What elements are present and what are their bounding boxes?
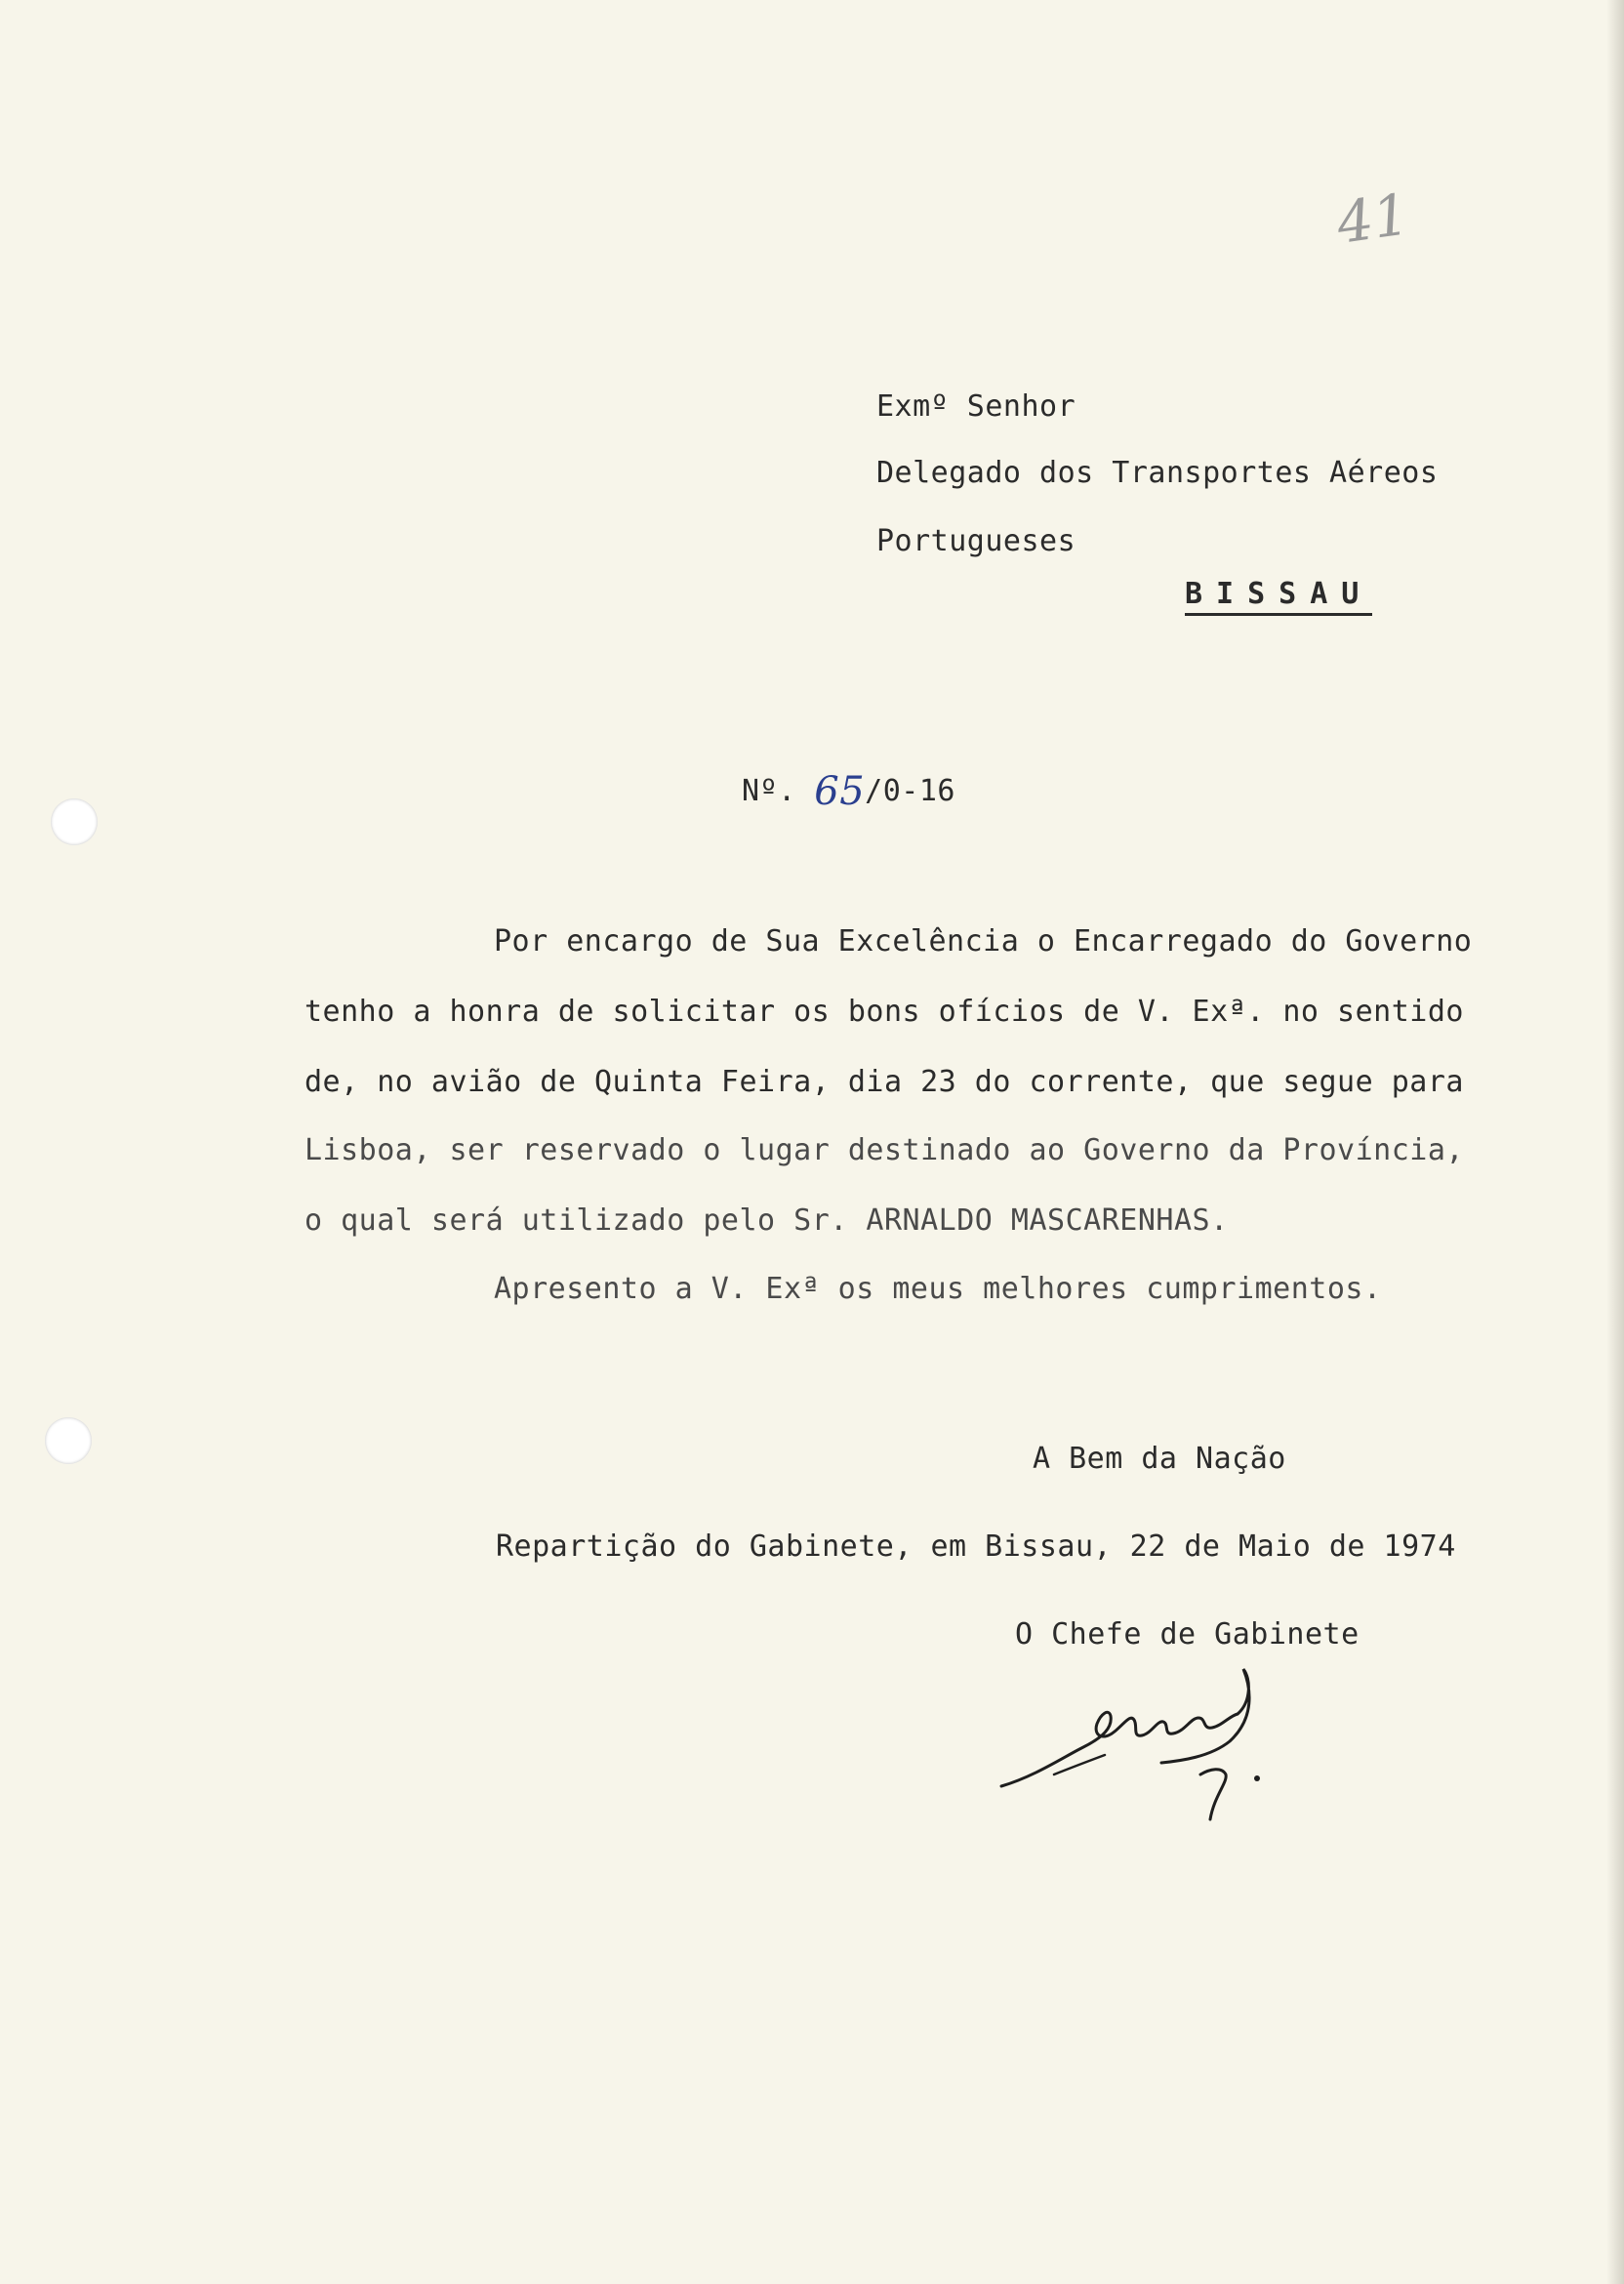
page-edge-shadow: [1606, 0, 1624, 2284]
recipient-title-line1: Delegado dos Transportes Aéreos: [876, 456, 1439, 490]
reference-handwritten-number: 65: [814, 769, 866, 814]
reference-label: Nº.: [742, 774, 796, 808]
body-closing: Apresento a V. Exª os meus melhores cumprimentos.: [494, 1272, 1382, 1306]
body-line-1: Por encargo de Sua Excelência o Encarregado do Governo: [494, 924, 1473, 958]
archive-page-number: 41: [1332, 181, 1414, 257]
body-line-4: Lisboa, ser reservado o lugar destinado ao Governo da Província,: [304, 1133, 1464, 1167]
valediction: A Bem da Nação: [1033, 1442, 1286, 1476]
recipient-city: [1185, 578, 1372, 611]
place-and-date: Repartição do Gabinete, em Bissau, 22 de Maio de 1974: [496, 1529, 1456, 1564]
signatory-title: O Chefe de Gabinete: [1015, 1617, 1360, 1652]
body-line-5: o qual será utilizado pelo Sr. ARNALDO MASCARENHAS.: [304, 1203, 1229, 1238]
reference-number: [742, 769, 955, 814]
recipient-title-line2: Portugueses: [876, 524, 1076, 558]
punch-hole-upper: [51, 798, 98, 845]
handwritten-signature: [995, 1659, 1347, 1835]
recipient-salutation: Exmº Senhor: [876, 389, 1076, 424]
body-line-2: tenho a honra de solicitar os bons ofícios de V. Exª. no sentido: [304, 995, 1464, 1029]
body-line-3: de, no avião de Quinta Feira, dia 23 do corrente, que segue para: [304, 1065, 1464, 1099]
recipient-city-text: BISSAU: [1185, 577, 1372, 616]
punch-hole-lower: [45, 1417, 92, 1464]
reference-typed-suffix: /0-16: [865, 774, 955, 808]
